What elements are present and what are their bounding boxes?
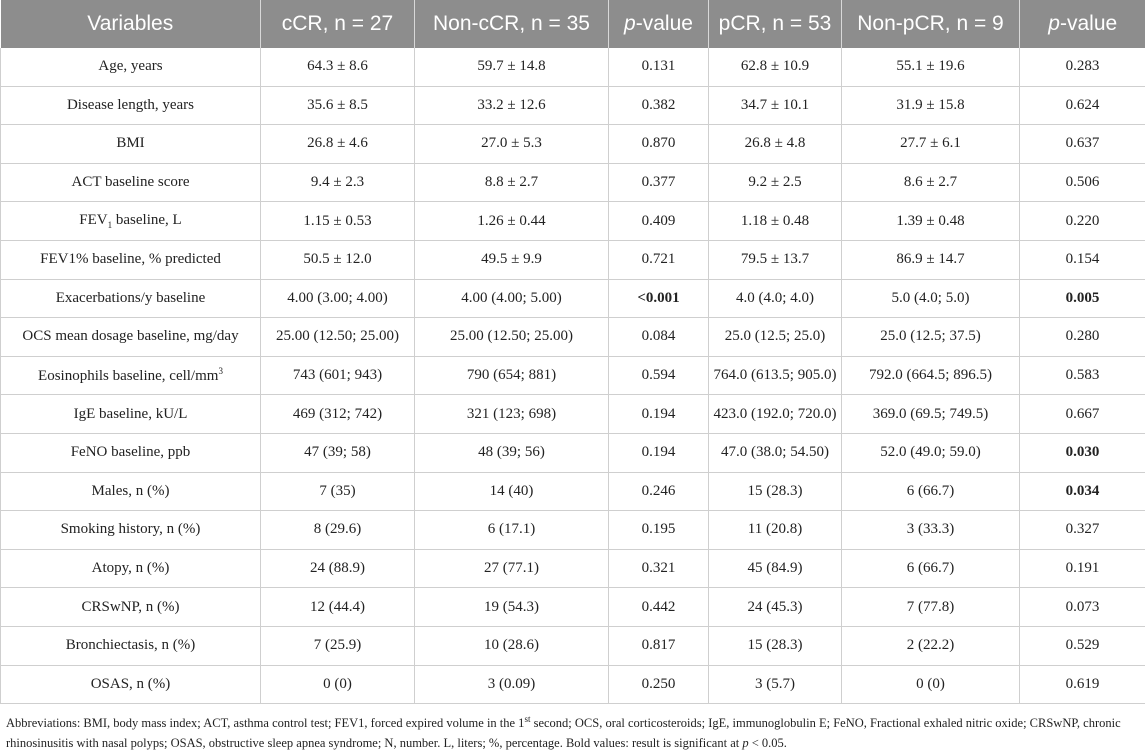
cell-pcr: 11 (20.8) (709, 511, 842, 550)
table-row (1, 86, 1145, 125)
header-non-pcr: Non-pCR, n = 9 (842, 0, 1020, 48)
table-row (1, 279, 1145, 318)
cell-p-value-2: 0.583 (1020, 356, 1145, 395)
table-footnote (0, 704, 1145, 753)
cell-ccr: 7 (35) (261, 472, 415, 511)
cell-non-ccr: 25.00 (12.50; 25.00) (415, 318, 609, 357)
cell-non-ccr: 1.26 ± 0.44 (415, 202, 609, 241)
cell-pcr: 26.8 ± 4.8 (709, 125, 842, 164)
cell-ccr: 64.3 ± 8.6 (261, 48, 415, 86)
cell-p-value-2: 0.667 (1020, 395, 1145, 434)
cell-pcr: 45 (84.9) (709, 549, 842, 588)
cell-ccr: 469 (312; 742) (261, 395, 415, 434)
cell-non-ccr: 27 (77.1) (415, 549, 609, 588)
footnote-superscript: st (524, 714, 530, 724)
cell-non-pcr: 3 (33.3) (842, 511, 1020, 550)
cell-pcr: 1.18 ± 0.48 (709, 202, 842, 241)
row-label: FeNO baseline, ppb (1, 433, 261, 472)
cell-p-value-1: 0.409 (609, 202, 709, 241)
cell-p-value-2: 0.327 (1020, 511, 1145, 550)
cell-ccr: 0 (0) (261, 665, 415, 704)
row-label (1, 356, 261, 395)
table-row (1, 472, 1145, 511)
cell-non-ccr: 321 (123; 698) (415, 395, 609, 434)
cell-p-value-1: 0.870 (609, 125, 709, 164)
cell-p-value-2: 0.005 (1020, 279, 1145, 318)
cell-pcr: 34.7 ± 10.1 (709, 86, 842, 125)
cell-p-value-1: 0.817 (609, 626, 709, 665)
table-body (1, 48, 1145, 704)
cell-pcr: 9.2 ± 2.5 (709, 163, 842, 202)
cell-non-pcr: 2 (22.2) (842, 626, 1020, 665)
cell-non-pcr: 6 (66.7) (842, 549, 1020, 588)
header-ccr: cCR, n = 27 (261, 0, 415, 48)
cell-ccr: 743 (601; 943) (261, 356, 415, 395)
row-label: Exacerbations/y baseline (1, 279, 261, 318)
cell-p-value-1: 0.084 (609, 318, 709, 357)
cell-non-pcr: 27.7 ± 6.1 (842, 125, 1020, 164)
cell-p-value-2: 0.191 (1020, 549, 1145, 588)
footnote-p-italic: p (742, 736, 748, 750)
cell-non-ccr: 49.5 ± 9.9 (415, 240, 609, 279)
cell-p-value-1: 0.246 (609, 472, 709, 511)
cell-p-value-2: 0.619 (1020, 665, 1145, 704)
cell-ccr: 1.15 ± 0.53 (261, 202, 415, 241)
table-row (1, 665, 1145, 704)
row-label: Smoking history, n (%) (1, 511, 261, 550)
row-label: Disease length, years (1, 86, 261, 125)
label-text: baseline, L (112, 212, 182, 228)
footnote-text: Abbreviations: BMI, body mass index; ACT, asthma control test; FEV1, forced expired volume in the 1 (6, 716, 524, 730)
cell-ccr: 12 (44.4) (261, 588, 415, 627)
cell-non-pcr: 86.9 ± 14.7 (842, 240, 1020, 279)
cell-non-ccr: 6 (17.1) (415, 511, 609, 550)
cell-non-pcr: 5.0 (4.0; 5.0) (842, 279, 1020, 318)
cell-p-value-1: 0.721 (609, 240, 709, 279)
table-row (1, 549, 1145, 588)
header-non-ccr: Non-cCR, n = 35 (415, 0, 609, 48)
table-header (1, 0, 1145, 48)
cell-non-pcr: 7 (77.8) (842, 588, 1020, 627)
cell-pcr: 25.0 (12.5; 25.0) (709, 318, 842, 357)
label-subscript: 1 (108, 220, 113, 230)
cell-pcr: 15 (28.3) (709, 472, 842, 511)
cell-pcr: 3 (5.7) (709, 665, 842, 704)
row-label (1, 202, 261, 241)
cell-non-pcr: 369.0 (69.5; 749.5) (842, 395, 1020, 434)
cell-non-ccr: 8.8 ± 2.7 (415, 163, 609, 202)
cell-p-value-2: 0.624 (1020, 86, 1145, 125)
table-row (1, 240, 1145, 279)
cell-non-ccr: 33.2 ± 12.6 (415, 86, 609, 125)
label-text: Eosinophils baseline, cell/mm (38, 368, 218, 384)
cell-p-value-2: 0.220 (1020, 202, 1145, 241)
cell-non-ccr: 790 (654; 881) (415, 356, 609, 395)
cell-pcr: 423.0 (192.0; 720.0) (709, 395, 842, 434)
row-label: Atopy, n (%) (1, 549, 261, 588)
label-superscript: 3 (218, 366, 223, 376)
footnote-text: < 0.05. (749, 736, 787, 750)
row-label: Males, n (%) (1, 472, 261, 511)
footnote-text: second; OCS, oral corticosteroids; IgE, immunoglobulin E; FeNO, Fractional exhaled nitric oxide; CRSwNP, chronic rhinosinusitis with nasal polyps; OSAS, obstructive sleep apnea syndrome; N, number. L, liters; %, percentage. Bold values: result is significant at (6, 716, 1121, 750)
row-label: ACT baseline score (1, 163, 261, 202)
cell-ccr: 24 (88.9) (261, 549, 415, 588)
row-label: FEV1% baseline, % predicted (1, 240, 261, 279)
cell-ccr: 26.8 ± 4.6 (261, 125, 415, 164)
cell-pcr: 47.0 (38.0; 54.50) (709, 433, 842, 472)
cell-ccr: 50.5 ± 12.0 (261, 240, 415, 279)
cell-non-pcr: 25.0 (12.5; 37.5) (842, 318, 1020, 357)
cell-non-ccr: 59.7 ± 14.8 (415, 48, 609, 86)
cell-non-ccr: 48 (39; 56) (415, 433, 609, 472)
cell-ccr: 7 (25.9) (261, 626, 415, 665)
cell-p-value-2: 0.529 (1020, 626, 1145, 665)
header-pcr: pCR, n = 53 (709, 0, 842, 48)
cell-ccr: 4.00 (3.00; 4.00) (261, 279, 415, 318)
cell-non-pcr: 8.6 ± 2.7 (842, 163, 1020, 202)
table-row (1, 125, 1145, 164)
cell-pcr: 15 (28.3) (709, 626, 842, 665)
table-row (1, 626, 1145, 665)
cell-p-value-1: 0.250 (609, 665, 709, 704)
cell-non-pcr: 1.39 ± 0.48 (842, 202, 1020, 241)
header-p-italic: p (624, 12, 636, 35)
cell-p-value-1: 0.321 (609, 549, 709, 588)
row-label: Bronchiectasis, n (%) (1, 626, 261, 665)
cell-p-value-1: 0.382 (609, 86, 709, 125)
cell-non-ccr: 19 (54.3) (415, 588, 609, 627)
cell-p-value-1: <0.001 (609, 279, 709, 318)
header-p-rest: -value (636, 12, 693, 35)
cell-p-value-2: 0.637 (1020, 125, 1145, 164)
cell-non-ccr: 4.00 (4.00; 5.00) (415, 279, 609, 318)
row-label: BMI (1, 125, 261, 164)
table-row (1, 48, 1145, 86)
cell-non-pcr: 6 (66.7) (842, 472, 1020, 511)
row-label: IgE baseline, kU/L (1, 395, 261, 434)
cell-non-ccr: 3 (0.09) (415, 665, 609, 704)
row-label: CRSwNP, n (%) (1, 588, 261, 627)
table-row (1, 395, 1145, 434)
cell-ccr: 35.6 ± 8.5 (261, 86, 415, 125)
header-row (1, 0, 1145, 48)
table-row (1, 511, 1145, 550)
header-p-italic: p (1048, 12, 1060, 35)
cell-p-value-1: 0.131 (609, 48, 709, 86)
cell-pcr: 79.5 ± 13.7 (709, 240, 842, 279)
cell-pcr: 764.0 (613.5; 905.0) (709, 356, 842, 395)
cell-p-value-2: 0.283 (1020, 48, 1145, 86)
cell-pcr: 4.0 (4.0; 4.0) (709, 279, 842, 318)
table-row (1, 202, 1145, 241)
cell-p-value-2: 0.280 (1020, 318, 1145, 357)
cell-p-value-1: 0.195 (609, 511, 709, 550)
cell-p-value-1: 0.194 (609, 395, 709, 434)
cell-non-pcr: 55.1 ± 19.6 (842, 48, 1020, 86)
cell-p-value-1: 0.594 (609, 356, 709, 395)
cell-p-value-1: 0.194 (609, 433, 709, 472)
cell-p-value-2: 0.154 (1020, 240, 1145, 279)
cell-non-pcr: 52.0 (49.0; 59.0) (842, 433, 1020, 472)
table-row (1, 433, 1145, 472)
table-row (1, 588, 1145, 627)
cell-ccr: 47 (39; 58) (261, 433, 415, 472)
cell-non-ccr: 27.0 ± 5.3 (415, 125, 609, 164)
cell-p-value-2: 0.034 (1020, 472, 1145, 511)
header-p-value-1 (609, 0, 709, 48)
table-row (1, 318, 1145, 357)
cell-p-value-1: 0.377 (609, 163, 709, 202)
cell-p-value-1: 0.442 (609, 588, 709, 627)
header-p-rest: -value (1060, 12, 1117, 35)
label-text: FEV (79, 212, 107, 228)
cell-pcr: 62.8 ± 10.9 (709, 48, 842, 86)
cell-p-value-2: 0.073 (1020, 588, 1145, 627)
cell-ccr: 8 (29.6) (261, 511, 415, 550)
cell-pcr: 24 (45.3) (709, 588, 842, 627)
cell-p-value-2: 0.506 (1020, 163, 1145, 202)
cell-ccr: 9.4 ± 2.3 (261, 163, 415, 202)
cell-non-pcr: 0 (0) (842, 665, 1020, 704)
row-label: Age, years (1, 48, 261, 86)
cell-non-ccr: 10 (28.6) (415, 626, 609, 665)
cell-non-ccr: 14 (40) (415, 472, 609, 511)
table-row (1, 356, 1145, 395)
cell-p-value-2: 0.030 (1020, 433, 1145, 472)
header-variables: Variables (1, 0, 261, 48)
table-row (1, 163, 1145, 202)
cell-non-pcr: 31.9 ± 15.8 (842, 86, 1020, 125)
row-label: OSAS, n (%) (1, 665, 261, 704)
header-p-value-2 (1020, 0, 1145, 48)
row-label: OCS mean dosage baseline, mg/day (1, 318, 261, 357)
cell-ccr: 25.00 (12.50; 25.00) (261, 318, 415, 357)
cell-non-pcr: 792.0 (664.5; 896.5) (842, 356, 1020, 395)
